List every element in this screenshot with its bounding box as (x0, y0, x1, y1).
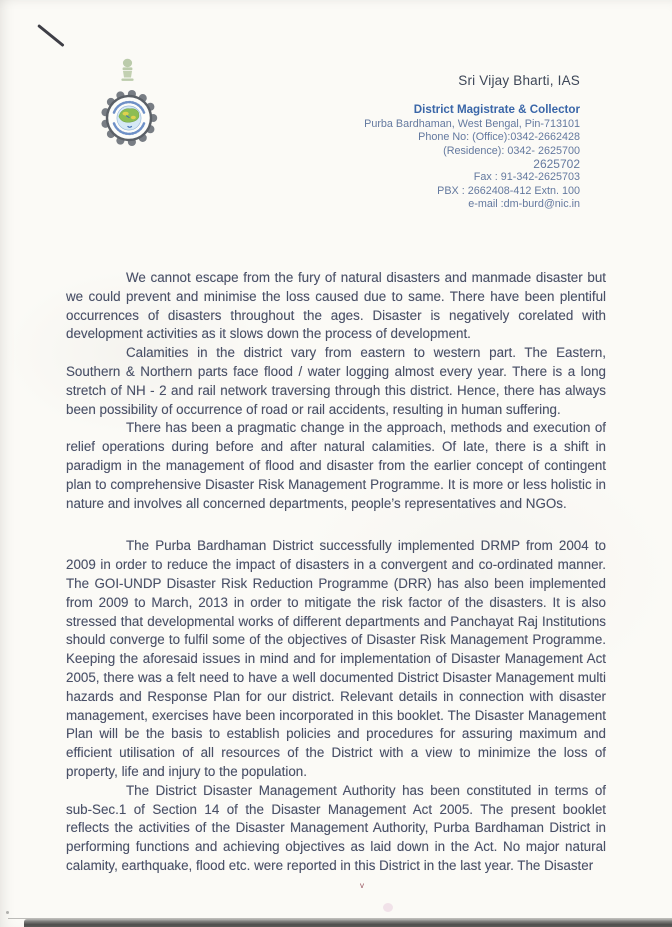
scan-edge-band (24, 919, 672, 927)
small-ink-mark: v (360, 881, 364, 890)
letterhead (364, 73, 580, 211)
paragraph-1: We cannot escape from the fury of natural disasters and manmade disaster but we could prevent and minimise the loss caused due to same. There have been plentiful occurrences of disasters throughout the ages. Disaster is negatively corelated with development activities as it slows down the process of development. (66, 270, 606, 342)
phone-residence-alt: 2625702 (533, 156, 580, 171)
address-line: Purba Bardhaman, West Bengal, Pin-713101 (364, 118, 580, 130)
officer-name: Sri Vijay Bharti, IAS (458, 73, 580, 88)
paragraph-4: The Purba Bardhaman District successfully implemented DRMP from 2004 to 2009 in order to reduce the impact of disasters in a convergent and co-ordinated manner. The GOI-UNDP Disaster Risk Reduction Programme (DRR) has also been implemented from 2009 to March, 2013 in order to mitigate the risk factor of the disasters. It is also stressed that developmental works of different departments and Panchayat Raj Institutions should converge to fulfil some of the objectives of Disaster Risk Management Programme. Keeping the aforesaid issues in mind and for implementation of Disaster Management Act 2005, there was a felt need to have a well documented District Disaster Management multi hazards and Response Plan for our district. Relevant details in connection with disaster management, exercises have been incorporated in this booklet. The Disaster Management Plan will be the basis to establish policies and procedures for assuring maximum and efficient utilisation of all resources of the District with a view to minimize the loss of property, life and injury to the population. (66, 538, 606, 779)
letter-body (66, 269, 606, 876)
pen-stroke-mark (37, 24, 64, 47)
phone-office: Phone No: (Office):0342-2662428 (418, 131, 580, 144)
paragraph-2: Calamities in the district vary from eastern to western part. The Eastern, Southern & Northern parts face flood / water logging almost every year. There is a long stretch of NH - 2 and rail network traversing through this district. Hence, there has always been possibility of occurrence of road or rail accidents, resulting in human suffering. (66, 345, 606, 417)
officer-designation: District Magistrate & Collector (413, 103, 580, 116)
paragraph-5: The District Disaster Management Authority has been constituted in terms of sub-Sec.1 of Section 14 of the Disaster Management Act 2005. The present booklet reflects the activities of the Disaster Management Authority, Purba Bardhaman District in performing functions and achieving objectives as laid down in the Act. No major natural calamity, earthquake, flood etc. were reported in this District in the last year. The Disaster (66, 782, 606, 873)
phone-residence: (Residence): 0342- 2625700 (443, 144, 580, 157)
paragraph-3: There has been a pragmatic change in the approach, methods and execution of relief operations during before and after natural calamities. Of late, there is a shift in paradigm in the management of flood and disaster from the earlier concept of contingent plan to comprehensive Disaster Risk Management Programme. It is more or less holistic in nature and involves all concerned departments, people’s representatives and NGOs. (66, 420, 606, 511)
national-emblem-icon (119, 58, 136, 85)
district-seal-icon (100, 89, 158, 147)
scan-smudge (383, 903, 393, 912)
fax-number: Fax : 91-342-2625703 (473, 171, 580, 184)
pbx-number: PBX : 2662408-412 Extn. 100 (437, 184, 580, 197)
email-address: e-mail :dm-burd@nic.in (468, 197, 580, 210)
scan-speck (6, 911, 9, 914)
